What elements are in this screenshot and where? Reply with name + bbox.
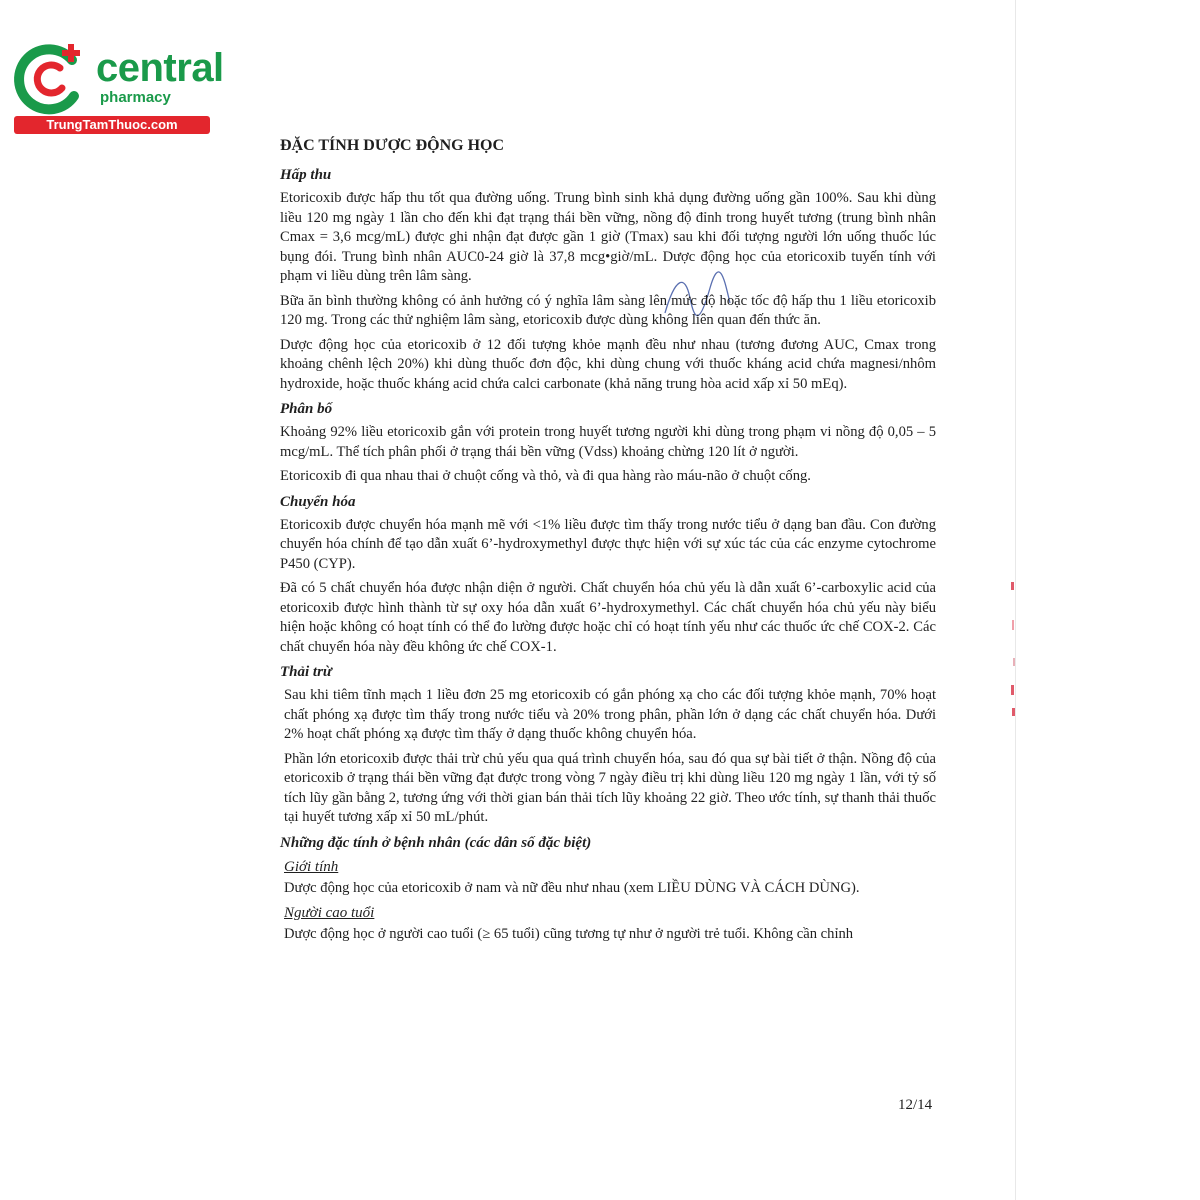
metabolism-paragraph-2: Đã có 5 chất chuyển hóa được nhận diện ở người. Chất chuyển hóa chủ yếu là dẫn xuất 6’-carboxylic acid của etoricoxib được hình thành từ sự oxy hóa dẫn xuất 6’-hydroxymethyl. Các chất chuyển hóa chủ yếu này biểu hiện hoặc không có hoạt tính có thể đo lường được hoặc chỉ có hoạt tính yếu như các thuốc ức chế COX-2. Các chất chuyển hóa này đều không ức chế COX-1. xyxy=(280,580,936,655)
page-title: ĐẶC TÍNH DƯỢC ĐỘNG HỌC xyxy=(280,137,505,154)
pharmacokinetics-page xyxy=(280,136,936,950)
gender-paragraph: Dược động học của etoricoxib ở nam và nữ đều như nhau (xem LIỀU DÙNG VÀ CÁCH DÙNG). xyxy=(284,879,860,896)
elderly-paragraph: Dược động học ở người cao tuổi (≥ 65 tuổi) cũng tương tự như ở người trẻ tuổi. Không cần chỉnh xyxy=(284,926,854,942)
margin-stamp-marks-icon xyxy=(1005,580,1025,720)
absorption-paragraph-2: Bữa ăn bình thường không có ảnh hưởng có ý nghĩa lâm sàng lên mức độ hoặc tốc độ hấp thu 1 liều etoricoxib 120 mg. Trong các thử nghiệm lâm sàng, etoricoxib được dùng không liên quan đến thức ăn. xyxy=(280,292,936,328)
section-heading-absorption: Hấp thu xyxy=(280,167,332,183)
central-pharmacy-logo-mark-icon xyxy=(10,38,90,118)
subheading-elderly: Người cao tuổi xyxy=(284,905,375,921)
absorption-paragraph-1: Etoricoxib được hấp thu tốt qua đường uống. Trung bình sinh khả dụng đường uống gần 100%. Sau khi dùng liều 120 mg ngày 1 lần cho đến khi đạt trạng thái bền vững, nồng độ đỉnh trong huyết tương (trung bình nhân Cmax = 3,6 mcg/mL) được ghi nhận đạt được gần 1 giờ (Tmax) sau khi đối tượng người lớn uống thuốc lúc bụng đói. Trung bình nhân AUC0-24 giờ là 37,8 mcg•giờ/mL. Dược động học của etoricoxib tuyến tính với phạm vi liều dùng trên lâm sàng. xyxy=(280,190,936,284)
section-heading-elimination: Thải trừ xyxy=(280,664,332,680)
distribution-paragraph-2: Etoricoxib đi qua nhau thai ở chuột cống và thỏ, và đi qua hàng rào máu-não ở chuột cống. xyxy=(280,468,811,484)
logo-brand-text: central xyxy=(96,46,224,90)
page-number: 12/14 xyxy=(898,1097,933,1113)
subheading-gender: Giới tính xyxy=(284,858,339,875)
section-heading-special-populations: Những đặc tính ở bệnh nhân (các dân số đặc biệt) xyxy=(280,834,592,851)
absorption-paragraph-3: Dược động học của etoricoxib ở 12 đối tượng khỏe mạnh đều như nhau (tương đương AUC, Cmax trong khoảng chênh lệch 20%) khi dùng thuốc đơn độc, khi dùng chung với thuốc kháng acid chứa magnesi/nhôm hydroxide, hoặc thuốc kháng acid chứa calci carbonate (khả năng trung hòa acid xấp xỉ 50 mEq). xyxy=(280,336,936,392)
section-heading-distribution: Phân bố xyxy=(280,401,333,417)
logo-sub-text: pharmacy xyxy=(100,89,171,106)
elimination-paragraph-1: Sau khi tiêm tĩnh mạch 1 liều đơn 25 mg etoricoxib có gắn phóng xạ cho các đối tượng khỏe mạnh, 70% hoạt chất phóng xạ được tìm thấy trong nước tiểu và 20% trong phân, phần lớn ở dạng các chất chuyển hóa. Dưới 2% hoạt chất phóng xạ được tìm thấy ở dạng thuốc không chuyển hóa. xyxy=(284,687,936,742)
central-pharmacy-logo[interactable] xyxy=(10,38,224,138)
metabolism-paragraph-1: Etoricoxib được chuyển hóa mạnh mẽ với <1% liều được tìm thấy trong nước tiểu ở dạng ban đầu. Con đường chuyển hóa chính để tạo dẫn xuất 6’-hydroxymethyl được thực hiện với sự xúc tác của các enzyme cytochrome P450 (CYP). xyxy=(280,516,936,572)
distribution-paragraph-1: Khoảng 92% liều etoricoxib gắn với protein trong huyết tương người khi dùng trong phạm vi nồng độ 0,05 – 5 mcg/mL. Thể tích phân phối ở trạng thái bền vững (Vdss) khoảng chừng 120 lít ở người. xyxy=(280,424,936,460)
elimination-paragraph-2: Phần lớn etoricoxib được thải trừ chủ yếu qua quá trình chuyển hóa, sau đó qua sự bài tiết ở thận. Nồng độ của etoricoxib ở trạng thái bền vững đạt được trong vòng 7 ngày điều trị khi dùng liều 120 mg ngày 1 lần, với tỷ số tích lũy gần bằng 2, tương ứng với thời gian bán thải tích lũy khoảng 22 giờ. Theo ước tính, sự thanh thải thuốc tại huyết tương xấp xỉ 50 mL/phút. xyxy=(284,750,936,825)
logo-site-banner: TrungTamThuoc.com xyxy=(14,116,210,134)
section-heading-metabolism: Chuyển hóa xyxy=(280,493,356,510)
